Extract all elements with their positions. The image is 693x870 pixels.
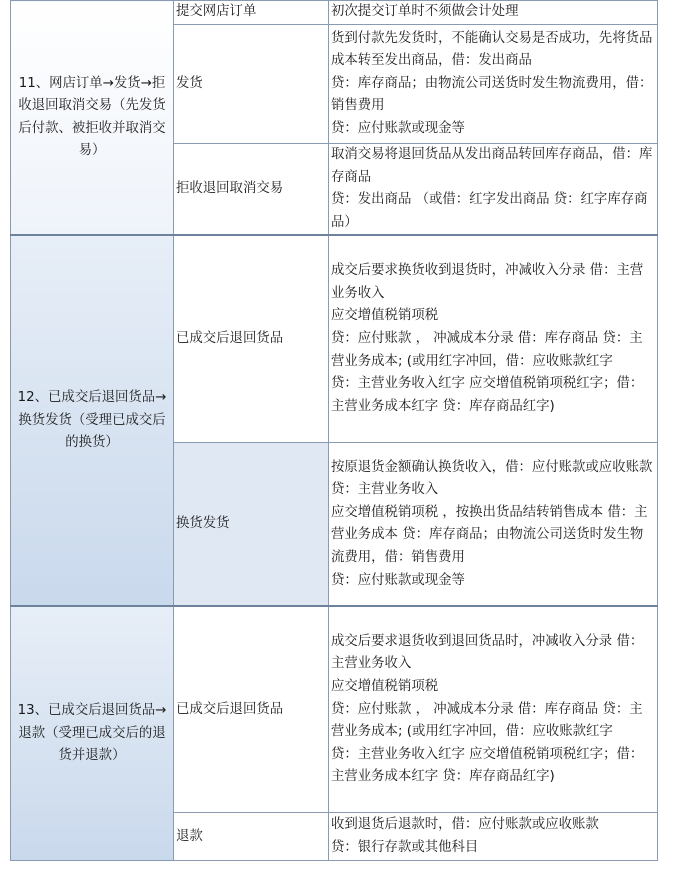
entry-description — [329, 606, 658, 813]
entry-line: 成交后要求退货收到退回货品时，冲减收入分录 借：主营业务收入 — [331, 633, 644, 672]
entry-line: 应交增值税销项税 — [331, 678, 439, 694]
entry-line: 贷：应付账款或现金等 — [331, 572, 465, 588]
entry-line: 贷：主营业务收入红字 应交增值税销项税红字；借：主营业务成本红字 贷：库存商品红字) — [331, 746, 644, 785]
table-row — [11, 1, 658, 25]
entry-description — [329, 443, 658, 607]
entry-line: 贷：库存商品；由物流公司送货时发生物流费用，借：销售费用 — [331, 75, 653, 114]
scenario-cell: 11、网店订单→发货→拒收退回取消交易（先发货后付款、被拒收并取消交易） — [11, 1, 174, 236]
table-row — [11, 235, 658, 443]
entry-line: 按原退货金额确认换货收入，借：应付账款或应收账款 — [331, 459, 653, 475]
entry-line: 贷：主营业务收入 — [331, 482, 439, 498]
entry-description — [329, 25, 658, 144]
entry-line: 初次提交订单时不须做会计处理 — [331, 4, 519, 20]
entry-line: 应交增值税销项税 ，按换出货品结转销售成本 借：主营业务成本 贷：库存商品；由物流公司送货时发生物流费用，借：销售费用 — [331, 504, 648, 565]
entry-line: 贷：应付账款或现金等 — [331, 120, 465, 136]
entry-description — [329, 1, 658, 25]
entry-line: 贷：应付账款 ， 冲减成本分录 借：库存商品 贷：主营业务成本; (或用红字冲回，借：应收账款红字 — [331, 331, 643, 369]
entry-line: 贷：应付账款 ， 冲减成本分录 借：库存商品 贷：主营业务成本; (或用红字冲回，借：应收账款红字 — [331, 701, 643, 740]
action-cell: 退款 — [174, 813, 329, 861]
action-cell: 提交网店订单 — [174, 1, 329, 25]
action-cell: 拒收退回取消交易 — [174, 144, 329, 236]
entry-description — [329, 813, 658, 861]
entry-line: 货到付款先发货时，不能确认交易是否成功，先将货品成本转至发出商品，借：发出商品 — [331, 30, 653, 69]
entry-line: 贷：主营业务收入红字 应交增值税销项税红字；借：主营业务成本红字 贷：库存商品红字) — [331, 376, 644, 414]
entry-line: 贷：发出商品 （或借：红字发出商品 贷：红字库存商品） — [331, 192, 648, 230]
scenario-cell: 12、已成交后退回货品→换货发货（受理已成交后的换货） — [11, 235, 174, 606]
action-cell: 换货发货 — [174, 443, 329, 607]
action-cell: 已成交后退回货品 — [174, 606, 329, 813]
entry-description — [329, 235, 658, 443]
entry-line: 取消交易将退回货品从发出商品转回库存商品，借：库存商品 — [331, 147, 653, 185]
action-cell: 已成交后退回货品 — [174, 235, 329, 443]
entry-line: 应交增值税销项税 — [331, 308, 439, 324]
entry-line: 贷：银行存款或其他科目 — [331, 839, 479, 855]
scenario-cell: 13、已成交后退回货品→退款（受理已成交后的退货并退款） — [11, 606, 174, 861]
accounting-entries-table — [10, 0, 658, 861]
entry-line: 收到退货后退款时，借：应付账款或应收账款 — [331, 817, 599, 833]
table-row — [11, 606, 658, 813]
action-cell: 发货 — [174, 25, 329, 144]
entry-description — [329, 144, 658, 236]
entry-line: 成交后要求换货收到退货时，冲减收入分录 借：主营业务收入 — [331, 263, 644, 301]
